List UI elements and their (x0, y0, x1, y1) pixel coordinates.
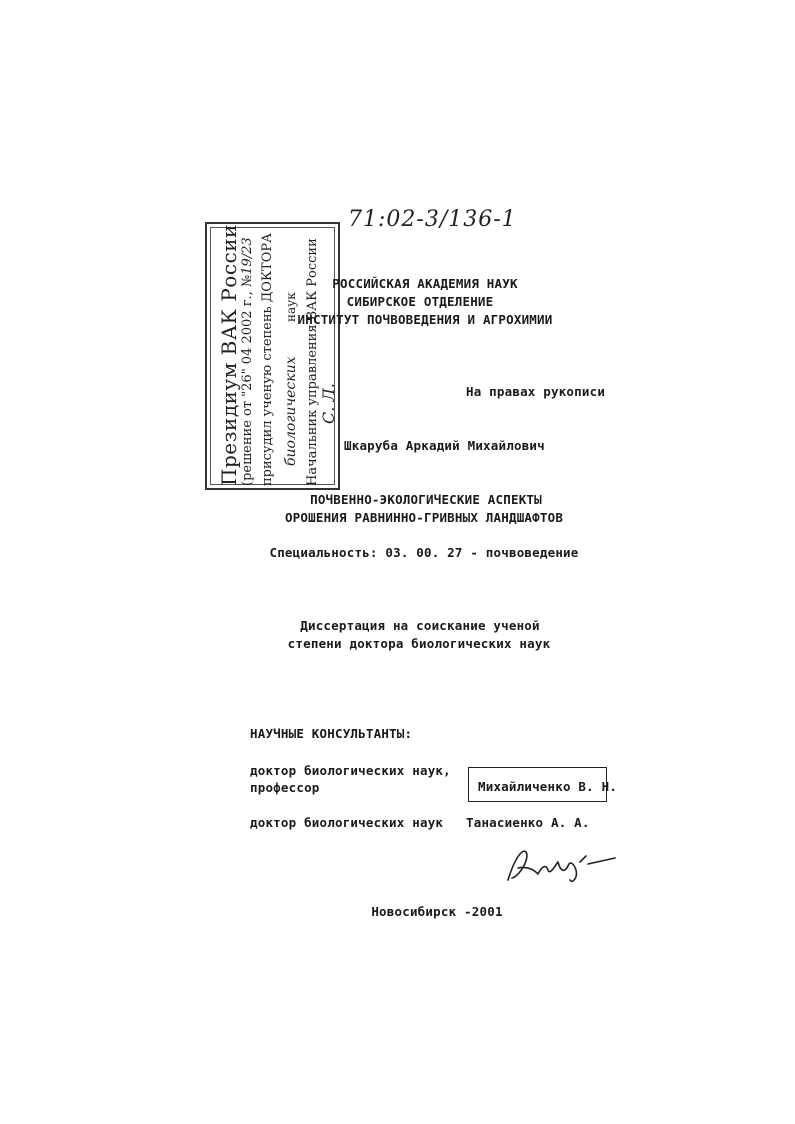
stamp-line-head: Начальник управления ВАК России (305, 238, 320, 486)
manuscript-rights: На правах рукописи (466, 384, 606, 399)
consultant-1-degree-line-1: доктор биологических наук, (250, 763, 451, 778)
title-line-1: ПОЧВЕННО-ЭКОЛОГИЧЕСКИЕ АСПЕКТЫ (310, 492, 542, 507)
stamp-field-suffix: наук (284, 292, 298, 322)
consultant-2-degree: доктор биологических наук (250, 815, 444, 830)
city-year: Новосибирск -2001 (371, 904, 503, 919)
consultant-1-degree-line-2: профессор (250, 780, 320, 795)
title-line-2: ОРОШЕНИЯ РАВНИННО-ГРИВНЫХ ЛАНДШАФТОВ (284, 510, 564, 525)
author-name: Шкаруба Аркадий Михайлович (344, 438, 545, 453)
stamp-field-handwritten: биологических (283, 356, 299, 466)
stamp-decision-text: (решение от "26" 04 2002 г., № (240, 274, 255, 486)
stamp-line-decision (240, 237, 255, 486)
consultants-heading: НАУЧНЫЕ КОНСУЛЬТАНТЫ: (250, 726, 413, 741)
header-line-academy: РОССИЙСКАЯ АКАДЕМИЯ НАУК (332, 276, 518, 291)
archive-code: 71:02-3/136-1 (348, 207, 517, 232)
consultant-1-name: Михайличенко В. Н. (478, 779, 618, 794)
stamp-line-signature: С. Л. (319, 383, 338, 424)
dissertation-line-2: степени доктора биологических наук (287, 636, 551, 651)
handwritten-signature (500, 840, 630, 890)
stamp-line-degree: присудил ученую степень ДОКТОРА (260, 233, 275, 486)
consultant-2-name: Танасиенко А. А. (466, 815, 590, 830)
stamp-line-presidium: Президиум ВАК России (217, 224, 241, 486)
header-line-branch: СИБИРСКОЕ ОТДЕЛЕНИЕ (346, 294, 494, 309)
header-line-institute: ИНСТИТУТ ПОЧВОВЕДЕНИЯ И АГРОХИМИИ (297, 312, 553, 327)
stamp-decision-number: 19/23 (240, 237, 255, 275)
dissertation-line-1: Диссертация на соискание ученой (300, 618, 540, 633)
vak-stamp (205, 222, 340, 490)
specialty: Специальность: 03. 00. 27 - почвоведение (269, 545, 579, 560)
